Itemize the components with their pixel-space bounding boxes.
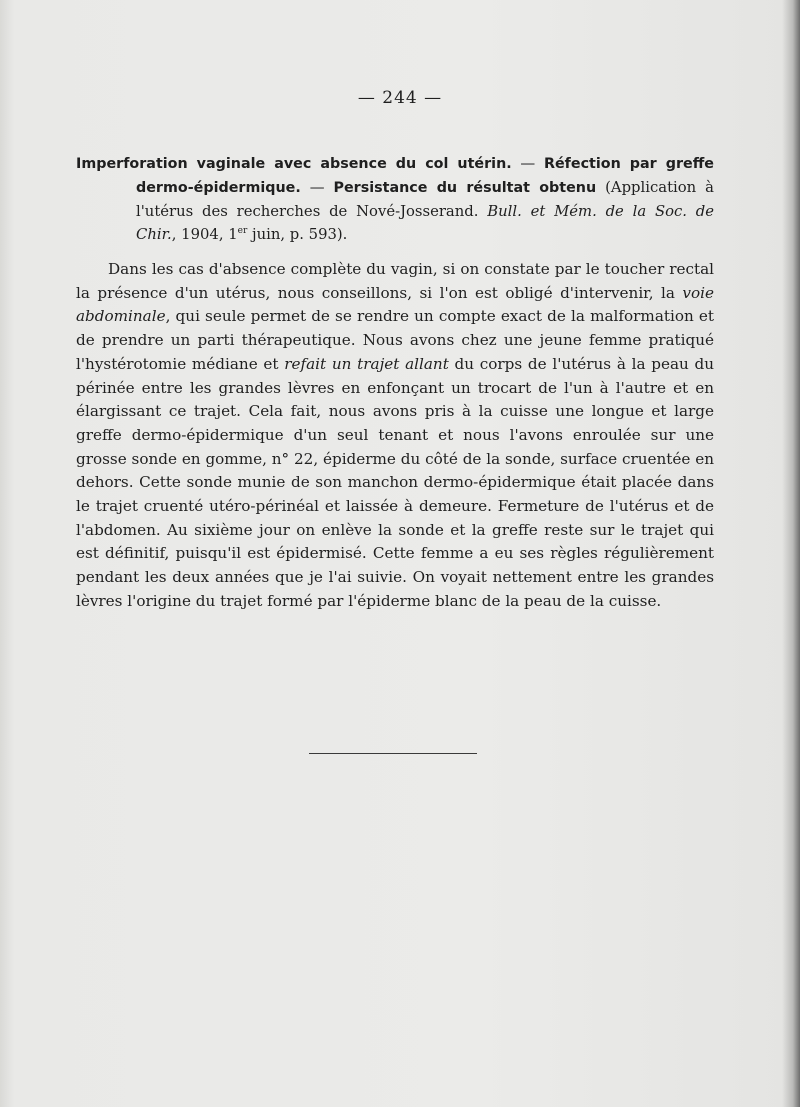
reference-year: , 1904,: [171, 226, 229, 243]
reference-detail: (Application à l'utérus des recherches de Nové-Josserand.: [136, 179, 714, 220]
body-segment-3: du corps de l'utérus à la peau du périnée entre les grandes lèvres en enfonçant un trocart de l'un à l'autre et en élargissant ce trajet. Cela fait, nous avons pris à la cuisse une longue et large greffe dermo-épidermique d'un seul tenant et nous l'avons enroulée sur une grosse sonde en gomme, n° 22, épiderme du côté de la sonde, surface cruentée en dehors. Cette sonde munie de son manchon dermo-épidermique était placée dans le trajet cruenté utéro-périnéal et laissée à demeure. Fermeture de l'utérus et de l'abdomen. Au sixième jour on enlève la sonde et la greffe reste sur le trajet qui est définitif, puisqu'il est épidermisé. Cette femme a eu ses règles régulièrement pendant les deux années que je l'ai suivie. On voyait nettement entre les grandes lèvres l'origine du trajet formé par l'épiderme blanc de la peau de la cuisse.: [76, 354, 715, 610]
body-text: [76, 258, 714, 614]
end-rule: [309, 753, 477, 754]
body-segment-2: , qui seule permet de se rendre un compte exact de la malformation et de prendre un parti thérapeutique. Nous avons chez une jeune femme pratiqué l'hystérotomie médiane et: [76, 307, 714, 373]
page-number: — 244 —: [357, 88, 443, 108]
reference-separator-1: —: [511, 155, 544, 172]
reference-title-part-2: Réfection par greffe dermo-épidermique.: [136, 156, 714, 196]
reference-title-part-1: Imperforation vaginale avec absence du col utérin.: [76, 156, 512, 172]
bibliographic-reference: [76, 152, 714, 246]
reference-journal: Bull. et Mém. de la Soc. de Chir.: [136, 203, 714, 243]
reference-separator-2: —: [300, 179, 334, 196]
body-paragraph: [76, 258, 714, 614]
reference-date-number: 1: [228, 226, 238, 243]
reference-date-superscript: er: [237, 226, 248, 237]
page-edge-shadow: [782, 0, 800, 1107]
reference-title-part-3: Persistance du résultat obtenu: [333, 180, 597, 196]
reference-date-rest: juin, p. 593).: [247, 226, 348, 243]
reference-paragraph: [76, 152, 714, 246]
body-emphasis-2: refait un trajet allant: [284, 354, 449, 373]
body-emphasis-1: voie abdominale: [76, 283, 714, 326]
body-segment-1: Dans les cas d'absence complète du vagin, si on constate par le toucher rectal la présence d'un utérus, nous conseillons, si l'on est obligé d'intervenir, la: [76, 260, 714, 302]
